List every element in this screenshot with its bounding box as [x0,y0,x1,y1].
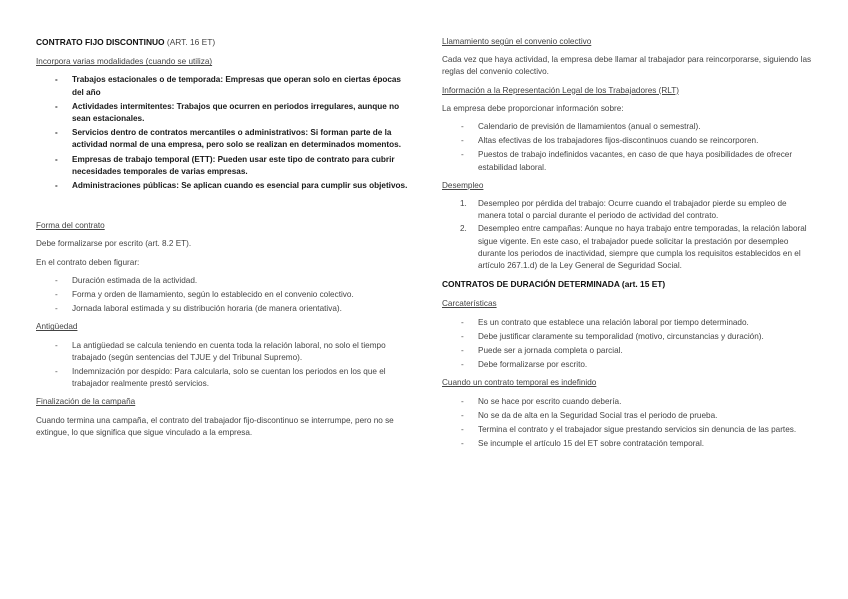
desempleo-heading: Desempleo [442,180,484,190]
llamamiento-paragraph: Cada vez que haya actividad, la empresa debe llamar al trabajador para reincorporarse, siguiendo las reglas del convenio colectivo. [442,55,812,77]
finalizacion-paragraph: Cuando termina una campaña, el contrato del trabajador fijo-discontinuo se interrumpe, pero no se extingue, lo que significa que sigue vinculado a la empresa. [36,415,394,437]
llamamiento-heading: Llamamiento según el convenio colectivo [442,37,592,46]
rlt-list [442,121,814,174]
forma-heading: Forma del contrato [36,221,105,231]
modalities-list [36,74,408,192]
list-item: - Duración estimada de la actividad. [36,275,408,287]
list-item: - Termina el contrato y el trabajador sigue prestando servicios sin denuncia de las partes. [442,424,814,436]
list-item: - No se da de alta en la Seguridad Social tras el periodo de prueba. [442,410,814,422]
list-item: - Indemnización por despido: Para calcularla, solo se cuentan los periodos en los que el trabajador realmente prestó servicios. [36,366,408,390]
right-column [442,36,814,456]
list-item: - Actividades intermitentes: Trabajos que ocurren en periodos irregulares, aunque no sean estacionales. [36,101,408,125]
indefinido-list [442,396,814,451]
list-text: Desempleo por pérdida del trabajo: Ocurre cuando el trabajador pierde su empleo de manera total o parcial durante el periodo de actividad del contrato. [478,199,787,221]
list-item: - Puede ser a jornada completa o parcial. [442,345,814,357]
caracteristicas-list [442,317,814,372]
forma-paragraph-2: En el contrato deben figurar: [36,257,140,267]
forma-list [36,275,408,316]
list-item: - Servicios dentro de contratos mercantiles o administrativos: Si forman parte de la actividad normal de una empresa, pero solo se realizan en determinados momentos. [36,127,408,151]
list-item: - Debe justificar claramente su temporalidad (motivo, circunstancias y duración). [442,331,814,343]
list-number: 2. [460,224,467,234]
indefinido-heading: Cuando un contrato temporal es indefinido [442,378,597,388]
list-item: - Trabajos estacionales o de temporada: Empresas que operan solo en ciertas épocas del año [36,74,408,98]
list-text: Desempleo entre campañas: Aunque no haya trabajo entre temporadas, la relación laboral sigue vigente. En este caso, el trabajador puede solicitar la prestación por desempleo durante los periodos de inactividad, siempre que cumpla los requisitos establecidos en el artículo 267.1.d) de la Ley General de Seguridad Social. [478,224,807,271]
list-item: - Jornada laboral estimada y su distribución horaria (de manera orientativa). [36,303,408,315]
list-item: - Forma y orden de llamamiento, según lo establecido en el convenio colectivo. [36,289,408,301]
list-item: - Empresas de trabajo temporal (ETT): Pueden usar este tipo de contrato para cubrir necesidades temporales de varias empresas. [36,154,408,178]
forma-paragraph-1: Debe formalizarse por escrito (art. 8.2 ET). [36,239,192,249]
list-item [442,198,814,222]
rlt-paragraph: La empresa debe proporcionar información sobre: [442,103,624,113]
list-item: - Debe formalizarse por escrito. [442,359,814,371]
duracion-determinada-title: CONTRATOS DE DURACIÓN DETERMINADA (art. 15 ET) [442,279,666,290]
title-note: (ART. 16 ET) [166,37,216,47]
desempleo-list [442,198,814,272]
list-item: - Puestos de trabajo indefinidos vacantes, en caso de que haya posibilidades de ofrecer estabilidad laboral. [442,149,814,173]
list-item: - No se hace por escrito cuando debería. [442,396,814,408]
antiguedad-heading: Antigüedad [36,322,78,332]
list-item: - Es un contrato que establece una relación laboral por tiempo determinado. [442,317,814,329]
list-item: - Administraciones públicas: Se aplican cuando es esencial para cumplir sus objetivos. [36,180,408,192]
title-text: CONTRATO FIJO DISCONTINUO [36,37,165,47]
caracteristicas-heading: Carcaterísticas [442,299,497,309]
list-item: - Calendario de previsión de llamamientos (anual o semestral). [442,121,814,133]
list-item [442,223,814,272]
contrato-fijo-title [36,36,408,48]
antiguedad-list [36,340,408,391]
left-column [36,36,408,445]
list-number: 1. [460,199,467,209]
list-item: - La antigüedad se calcula teniendo en cuenta toda la relación laboral, no solo el tiempo trabajado (según sentencias del TJUE y del Tribunal Supremo). [36,340,408,364]
list-item: - Se incumple el artículo 15 del ET sobre contratación temporal. [442,438,814,450]
list-item: - Altas efectivas de los trabajadores fijos-discontinuos cuando se reincorporen. [442,135,814,147]
finalizacion-heading: Finalización de la campaña [36,397,136,407]
rlt-heading: Información a la Representación Legal de los Trabajadores (RLT) [442,85,679,95]
modalities-heading: Incorpora varias modalidades (cuando se utiliza) [36,57,213,67]
